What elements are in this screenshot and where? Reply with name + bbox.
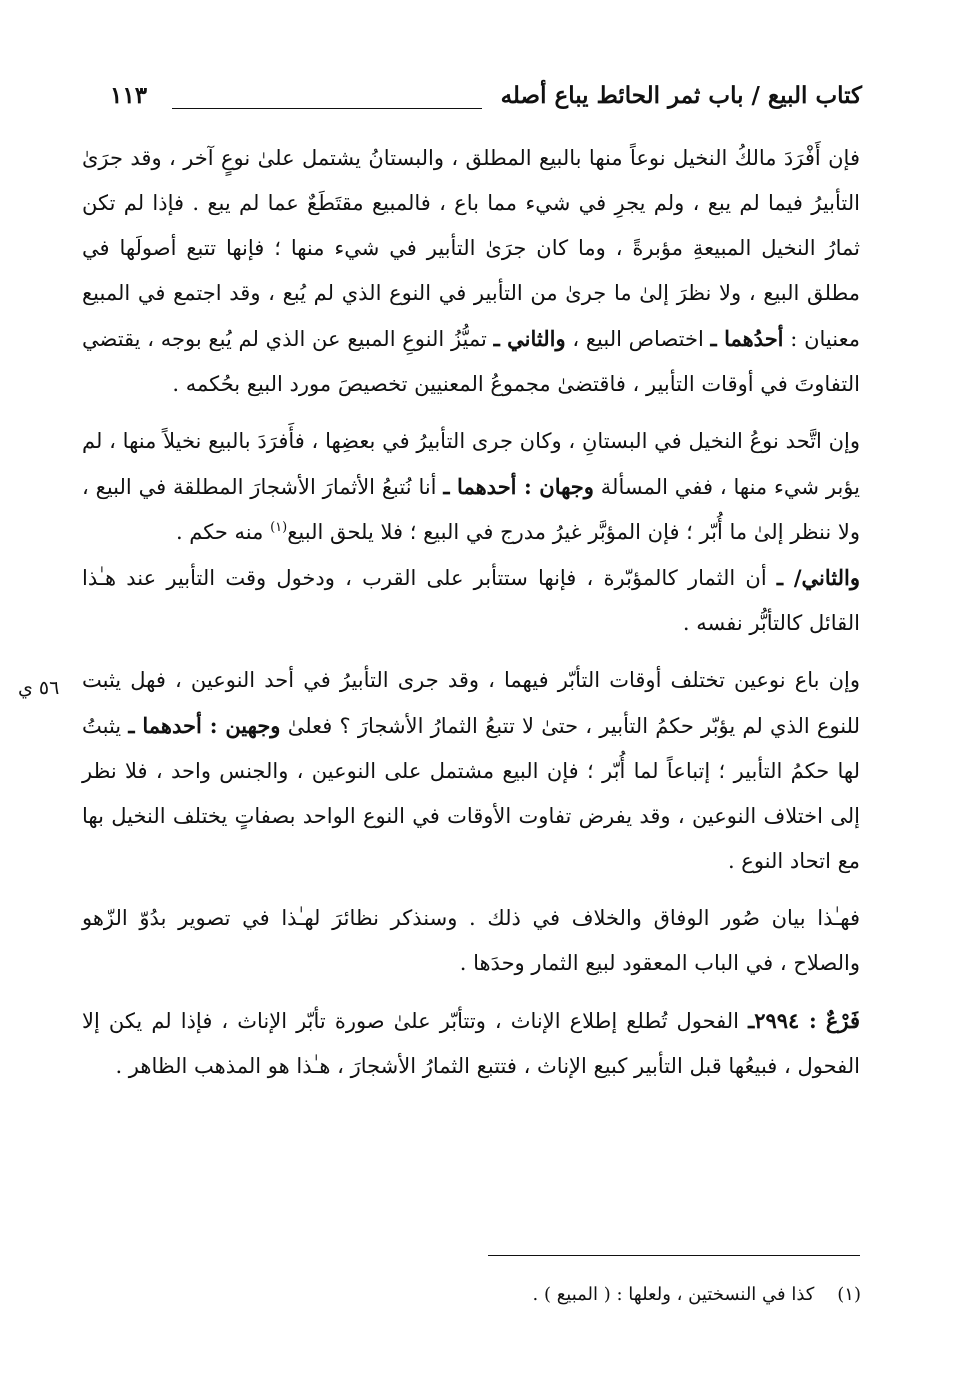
bold-term: والثاني/ ـ <box>776 565 860 590</box>
paragraph-text: تميُّزُ النوعِ المبيع عن الذي لم يُبع بوجه ، يقتضي التفاوتَ في أوقات التأبير ، فاقتضىٰ مجموعُ المعنيين تخصيصَ مورد البيع بحُكمه . <box>82 327 860 396</box>
paragraph-1 <box>82 136 860 407</box>
main-text <box>82 136 860 1089</box>
paragraph-text: فإن أَفْرَدَ مالكُ النخيل نوعاً منها بالبيع المطلق ، والبستانُ يشتمل علىٰ نوعٍ آخر ، وقد جرَىٰ التأبيرُ فيما لم يبع ، ولم يجرِ في شيء مما باع ، فالمبيع مقتَطَعٌ عما لم يبع . فإذا لم تكن ثمارُ النخيل المبيعةِ مؤبرةً ، وما كان جرَىٰ التأبير في شيء منها ؛ فإنها تتبع أصولَها في مطلق البيع ، ولا نظرَ إلىٰ ما جرىٰ من التأبير في النوع الذي لم يُبع ، وقد اجتمع في المبيع معنيان : <box>82 146 860 351</box>
paragraph-text: أن الثمار كالمؤبّرة ، فإنها ستتأبر على القرب ، ودخول وقت التأبير عند هـٰذا القائل كالتأبُّر نفسه . <box>82 566 860 635</box>
paragraph-text: وإن باع نوعين تختلف أوقات التأبّر فيهما ، وقد جرى التأبيرُ في أحد النوعين ، فهل يثبت للنوع الذي لم يؤبّر حكمُ التأبير ، حتىٰ لا تتبعُ الثمارُ الأشجارَ ؟ فعلىٰ <box>82 668 860 738</box>
footnote-rule <box>488 1255 860 1256</box>
footnote-ref[interactable]: (١) <box>270 520 288 535</box>
paragraph-3 <box>82 555 860 646</box>
paragraph-2 <box>82 419 860 555</box>
paragraph-6 <box>82 998 860 1089</box>
bold-term: وجهين : أحدهما ـ <box>128 713 281 738</box>
paragraph-text: منه حكم . <box>175 520 264 544</box>
paragraph-text: أنا نُتبعُ الأثمارَ الأشجارَ المطلقة في البيع ، ولا ننظر إلىٰ ما أُبّر ؛ فإن المؤبَّر غيرُ مدرج في البيع ؛ فلا يلحق البيع <box>82 475 860 544</box>
bold-term: والثاني ـ <box>493 326 566 351</box>
footnote-number: (١) <box>837 1284 861 1305</box>
bold-term: أحدُهما ـ <box>710 326 784 351</box>
header-rule <box>172 108 482 109</box>
section-label: فَرْعٌ <box>825 1008 860 1033</box>
footnote <box>533 1284 861 1305</box>
paragraph-text: يثبتُ لها حكمُ التأبير ؛ إتباعاً لما أُبّر ؛ فإن البيع مشتمل على النوعين ، والجنس واحد ، فلا نظر إلى اختلاف النوعين ، وقد يفرض تفاوت الأوقات في النوع الواحد بصفاتٍ يختلف النخيل بها مع اتحاد النوع . <box>82 714 860 873</box>
header-title: كتاب البيع / باب ثمر الحائط يباع أصله <box>500 82 862 109</box>
running-header <box>110 82 862 122</box>
footnote-text: كذا في النسختين ، ولعلها : ( المبيع ) . <box>532 1284 815 1305</box>
paragraph-text: الفحول تُطلع إطلاع الإناث ، وتتأبّر علىٰ صورة تأبّر الإناث ، فإذا لم يكن إلا الفحول ، فبيعُها قبل التأبير كبيع الإناث ، فتتبع الثمارُ الأشجارَ ، هـٰذا هو المذهب الظاهر . <box>82 1009 860 1078</box>
margin-note: ٥٦ ي <box>18 677 60 699</box>
paragraph-text: وإن اتَّحد نوعُ النخيل في البستانِ ، وكان جرى التأبيرُ في بعضِها ، فأَفرَدَ بالبيع نخيلاً منها ، لم يؤبر شيء منها ، ففي المسألة <box>82 429 860 499</box>
section-number: : ٢٩٩٤ـ <box>748 1008 817 1033</box>
paragraph-4 <box>82 658 860 884</box>
paragraph-text: اختصاص البيع ، <box>572 327 704 351</box>
page-number: ١١٣ <box>110 82 148 109</box>
bold-term: وجهان : أحدهما ـ <box>443 474 594 499</box>
paragraph-5 <box>82 896 860 986</box>
paragraph-text: فهـٰذا بيان صُور الوفاق والخلاف في ذلك . وسنذكر نظائرَ لهـٰذا في تصوير بدُوّ الزّهو والصلاح ، في الباب المعقود لبيع الثمار وحدَها . <box>82 906 860 975</box>
